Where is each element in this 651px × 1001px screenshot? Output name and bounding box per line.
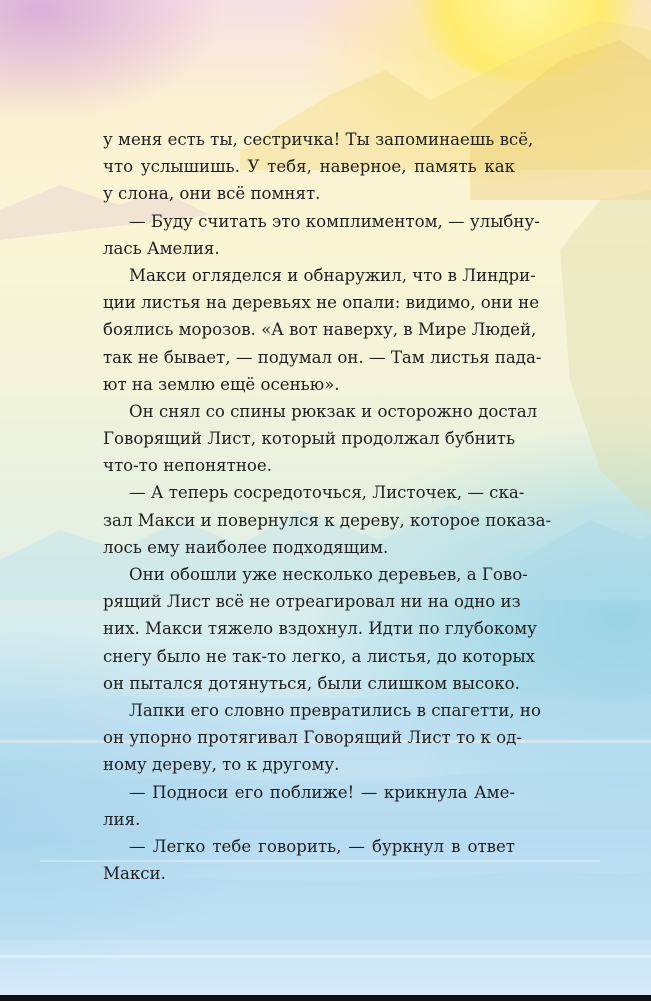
text-line: у меня есть ты, сестричка! Ты запоминаешь всё, [103, 130, 534, 149]
text-line: Лапки его словно превратились в спагетти, но [129, 700, 541, 720]
text-line: ному дереву, то к другому. [103, 755, 340, 775]
text-line: боялись морозов. «А вот наверху, в Мире Людей, [103, 320, 537, 340]
text-line: что-то непонятное. [103, 456, 272, 476]
text-line: Он снял со спины рюкзак и осторожно достал [129, 401, 538, 421]
text-line: что услышишь. У тебя, наверное, память как [103, 157, 515, 177]
text-line: снегу было не так-то легко, а листья, до которых [103, 646, 536, 666]
text-line: он упорно протягивал Говорящий Лист то к од- [103, 728, 522, 748]
text-line: зал Макси и повернулся к дереву, которое показа- [103, 510, 552, 530]
text-line: ют на землю ещё осенью». [103, 374, 340, 394]
text-line: — Буду считать это комплиментом, — улыбну- [129, 211, 540, 231]
text-line: лось ему наиболее подходящим. [103, 537, 389, 557]
text-line: — Подноси его поближе! — крикнула Аме- [129, 782, 515, 802]
text-line: лась Амелия. [103, 238, 220, 258]
story-text [103, 126, 552, 887]
text-line: у слона, они всё помнят. [103, 184, 321, 204]
text-line: лия. [103, 809, 141, 829]
text-line: — А теперь сосредоточься, Листочек, — ска- [129, 483, 525, 503]
text-line: Они обошли уже несколько деревьев, а Гово- [129, 565, 528, 584]
text-line: Макси огляделся и обнаружил, что в Линдри- [129, 265, 536, 285]
text-line: так не бывает, — подумал он. — Там листья пада- [103, 347, 542, 367]
text-line: Говорящий Лист, который продолжал бубнить [103, 429, 515, 449]
page-bottom-edge [0, 995, 651, 1001]
text-line: них. Макси тяжело вздохнул. Идти по глубокому [103, 619, 537, 639]
text-line: рящий Лист всё не отреагировал ни на одно из [103, 592, 521, 612]
text-line: Макси. [103, 864, 166, 884]
text-line: — Легко тебе говорить, — буркнул в ответ [129, 836, 515, 856]
text-line: он пытался дотянуться, были слишком высоко. [103, 673, 520, 693]
text-line: ции листья на деревьях не опали: видимо, они не [103, 293, 540, 313]
